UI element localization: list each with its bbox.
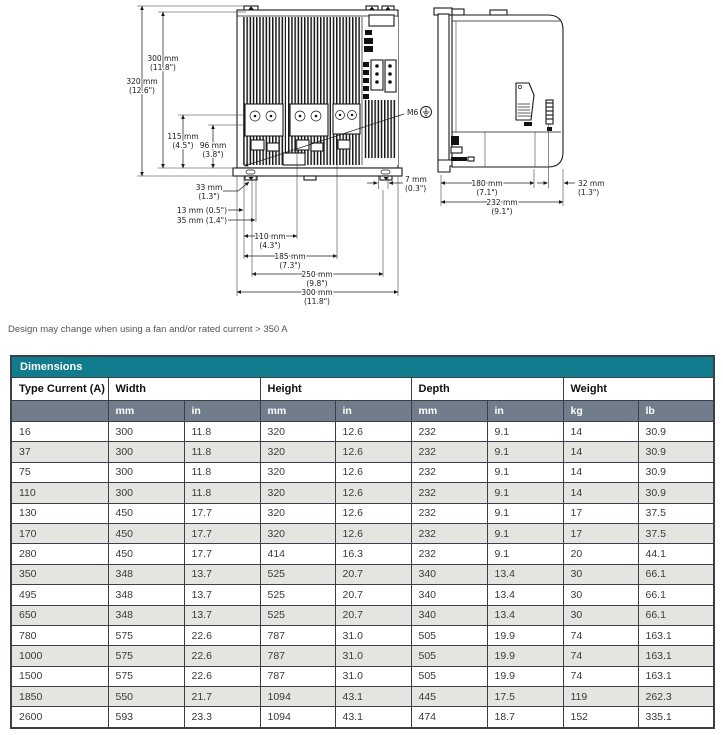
- cell-value: 31.0: [335, 625, 411, 645]
- dim-32-in: (1.3"): [578, 188, 600, 197]
- col-header-height: Height: [260, 378, 411, 401]
- cell-value: 12.6: [335, 503, 411, 523]
- table-row: [11, 462, 714, 482]
- cell-value: 505: [411, 646, 487, 666]
- cell-value: 335.1: [638, 707, 714, 728]
- cell-value: 30.9: [638, 483, 714, 503]
- cell-value: 13.4: [487, 585, 563, 605]
- dim-300-left-mm: 300 mm: [147, 54, 179, 63]
- cell-value: 66.1: [638, 585, 714, 605]
- cell-value: 474: [411, 707, 487, 728]
- cell-value: 22.6: [184, 666, 260, 686]
- table-row: [11, 666, 714, 686]
- terminal-block-2: [290, 104, 328, 151]
- cell-value: 232: [411, 483, 487, 503]
- cell-value: 18.7: [487, 707, 563, 728]
- unit-weight-kg: kg: [563, 401, 638, 422]
- cell-type-current: 130: [11, 503, 108, 523]
- unit-width-in: in: [184, 401, 260, 422]
- cell-type-current: 75: [11, 462, 108, 482]
- table-row: [11, 503, 714, 523]
- dim-300-bottom-mm: 300 mm: [301, 288, 333, 297]
- cell-value: 20: [563, 544, 638, 564]
- table-row: [11, 442, 714, 462]
- cell-value: 74: [563, 646, 638, 666]
- cell-value: 525: [260, 564, 335, 584]
- dimensions-table: [10, 355, 715, 729]
- cell-value: 450: [108, 544, 184, 564]
- dim-180-in: (7.1"): [476, 188, 498, 197]
- dim-33-in: (1.3"): [198, 192, 220, 201]
- cell-value: 30.9: [638, 442, 714, 462]
- cell-value: 17: [563, 503, 638, 523]
- col-header-type-current: Type Current (A): [11, 378, 108, 401]
- cell-value: 13.7: [184, 564, 260, 584]
- cell-value: 787: [260, 666, 335, 686]
- cell-value: 74: [563, 625, 638, 645]
- cell-value: 320: [260, 422, 335, 442]
- side-view: [434, 8, 563, 172]
- table-row: [11, 707, 714, 728]
- cell-type-current: 350: [11, 564, 108, 584]
- cell-value: 9.1: [487, 503, 563, 523]
- cell-value: 11.8: [184, 422, 260, 442]
- cell-value: 13.4: [487, 564, 563, 584]
- cell-value: 119: [563, 687, 638, 707]
- cell-type-current: 37: [11, 442, 108, 462]
- dim-232-mm: 232 mm: [486, 198, 518, 207]
- cell-value: 232: [411, 523, 487, 543]
- cell-value: 300: [108, 422, 184, 442]
- cell-type-current: 1500: [11, 666, 108, 686]
- cell-value: 787: [260, 625, 335, 645]
- cell-type-current: 495: [11, 585, 108, 605]
- cell-value: 575: [108, 646, 184, 666]
- cell-value: 20.7: [335, 585, 411, 605]
- cell-value: 262.3: [638, 687, 714, 707]
- internal-bracket: [516, 83, 534, 126]
- cell-value: 12.6: [335, 523, 411, 543]
- cell-value: 30: [563, 605, 638, 625]
- col-header-width: Width: [108, 378, 260, 401]
- dim-250-in: (9.8"): [306, 279, 328, 288]
- cell-value: 787: [260, 646, 335, 666]
- cell-value: 232: [411, 503, 487, 523]
- cell-value: 445: [411, 687, 487, 707]
- cell-value: 74: [563, 666, 638, 686]
- cell-value: 22.6: [184, 646, 260, 666]
- cell-type-current: 780: [11, 625, 108, 645]
- unit-height-mm: mm: [260, 401, 335, 422]
- cell-value: 300: [108, 483, 184, 503]
- front-view: [233, 6, 402, 180]
- cell-value: 12.6: [335, 483, 411, 503]
- col-header-depth: Depth: [411, 378, 563, 401]
- table-row: [11, 564, 714, 584]
- cell-value: 17.5: [487, 687, 563, 707]
- table-row: [11, 544, 714, 564]
- dim-115-in: (4.5"): [172, 141, 194, 150]
- dim-35-label: 35 mm (1.4"): [176, 216, 227, 225]
- table-row: [11, 687, 714, 707]
- cell-value: 593: [108, 707, 184, 728]
- dim-7-in: (0.3"): [405, 184, 427, 193]
- cell-value: 163.1: [638, 666, 714, 686]
- cell-value: 348: [108, 564, 184, 584]
- cell-type-current: 2600: [11, 707, 108, 728]
- front-right-components: [363, 15, 398, 165]
- cell-value: 30.9: [638, 462, 714, 482]
- cell-value: 340: [411, 605, 487, 625]
- unit-weight-lb: lb: [638, 401, 714, 422]
- cell-value: 43.1: [335, 707, 411, 728]
- cell-type-current: 1000: [11, 646, 108, 666]
- dim-110-in: (4.3"): [259, 241, 281, 250]
- dimensions-table-body: [11, 422, 714, 728]
- cell-value: 17.7: [184, 523, 260, 543]
- cell-value: 20.7: [335, 605, 411, 625]
- cell-value: 14: [563, 462, 638, 482]
- cell-value: 505: [411, 666, 487, 686]
- cell-value: 30: [563, 585, 638, 605]
- cell-value: 12.6: [335, 462, 411, 482]
- dim-13-label: 13 mm (0.5"): [176, 206, 227, 215]
- cell-value: 44.1: [638, 544, 714, 564]
- cell-value: 525: [260, 585, 335, 605]
- cell-type-current: 170: [11, 523, 108, 543]
- dim-110-mm: 110 mm: [254, 232, 286, 241]
- cell-value: 30: [563, 564, 638, 584]
- units-empty-cell: [11, 401, 108, 422]
- cell-value: 37.5: [638, 523, 714, 543]
- cell-value: 320: [260, 503, 335, 523]
- unit-depth-in: in: [487, 401, 563, 422]
- cell-type-current: 650: [11, 605, 108, 625]
- cell-value: 1094: [260, 687, 335, 707]
- cell-value: 11.8: [184, 462, 260, 482]
- cell-value: 320: [260, 462, 335, 482]
- dim-185-mm: 185 mm: [274, 252, 306, 261]
- dim-300-bottom-in: (11.8"): [303, 297, 331, 306]
- mounting-plate: [438, 14, 449, 162]
- cell-value: 232: [411, 544, 487, 564]
- table-row: [11, 422, 714, 442]
- bottom-mount-strip: [233, 168, 402, 176]
- dim-185-in: (7.3"): [279, 261, 301, 270]
- table-row: [11, 585, 714, 605]
- dim-300-left-in: (11.8"): [149, 63, 177, 72]
- cell-value: 300: [108, 462, 184, 482]
- cell-value: 152: [563, 707, 638, 728]
- cell-type-current: 1850: [11, 687, 108, 707]
- side-body-outline: [452, 15, 563, 167]
- cell-value: 66.1: [638, 564, 714, 584]
- terminal-block-1: [245, 104, 283, 151]
- cell-value: 320: [260, 523, 335, 543]
- cell-value: 575: [108, 625, 184, 645]
- dim-320-mm: 320 mm: [126, 77, 158, 86]
- cell-value: 320: [260, 483, 335, 503]
- cell-value: 14: [563, 442, 638, 462]
- cell-value: 9.1: [487, 544, 563, 564]
- cell-value: 12.6: [335, 422, 411, 442]
- cell-value: 31.0: [335, 646, 411, 666]
- cell-value: 320: [260, 442, 335, 462]
- cell-value: 340: [411, 564, 487, 584]
- cell-value: 300: [108, 442, 184, 462]
- dim-96-in: (3.8"): [202, 150, 224, 159]
- cell-value: 450: [108, 503, 184, 523]
- cell-type-current: 280: [11, 544, 108, 564]
- cell-value: 16.3: [335, 544, 411, 564]
- cell-value: 19.9: [487, 646, 563, 666]
- table-row: [11, 646, 714, 666]
- cell-value: 1094: [260, 707, 335, 728]
- cell-value: 505: [411, 625, 487, 645]
- cell-value: 20.7: [335, 564, 411, 584]
- dim-232-in: (9.1"): [491, 207, 513, 216]
- cell-type-current: 110: [11, 483, 108, 503]
- dim-7-mm: 7 mm: [405, 175, 427, 184]
- dim-32-mm: 32 mm: [578, 179, 605, 188]
- cell-value: 14: [563, 483, 638, 503]
- cell-value: 17: [563, 523, 638, 543]
- dimension-drawing: [0, 0, 723, 320]
- cell-value: 23.3: [184, 707, 260, 728]
- cell-value: 13.7: [184, 585, 260, 605]
- bottom-center-connector: [283, 153, 305, 165]
- cell-value: 348: [108, 585, 184, 605]
- cell-value: 348: [108, 605, 184, 625]
- dim-320-in: (12.6"): [128, 86, 156, 95]
- cell-value: 232: [411, 442, 487, 462]
- table-row: [11, 625, 714, 645]
- cell-value: 13.4: [487, 605, 563, 625]
- design-note: Design may change when using a fan and/or rated current > 350 A: [8, 324, 288, 335]
- cell-value: 11.8: [184, 442, 260, 462]
- cell-value: 9.1: [487, 462, 563, 482]
- cell-value: 9.1: [487, 442, 563, 462]
- cell-type-current: 16: [11, 422, 108, 442]
- cell-value: 550: [108, 687, 184, 707]
- table-row: [11, 523, 714, 543]
- cell-value: 43.1: [335, 687, 411, 707]
- cell-value: 9.1: [487, 483, 563, 503]
- cell-value: 14: [563, 422, 638, 442]
- cell-value: 17.7: [184, 503, 260, 523]
- dim-180-mm: 180 mm: [471, 179, 503, 188]
- cell-value: 12.6: [335, 442, 411, 462]
- cell-value: 232: [411, 422, 487, 442]
- unit-width-mm: mm: [108, 401, 184, 422]
- cell-value: 11.8: [184, 483, 260, 503]
- dim-33-mm: 33 mm: [195, 183, 223, 192]
- dim-250-mm: 250 mm: [301, 270, 333, 279]
- ground-m6-label: M6: [407, 108, 419, 117]
- cell-value: 22.6: [184, 625, 260, 645]
- cell-value: 19.9: [487, 666, 563, 686]
- cell-value: 19.9: [487, 625, 563, 645]
- cell-value: 66.1: [638, 605, 714, 625]
- cell-value: 37.5: [638, 503, 714, 523]
- ground-symbol-icon: [421, 107, 432, 118]
- dim-115-mm: 115 mm: [167, 132, 199, 141]
- cell-value: 340: [411, 585, 487, 605]
- cell-value: 232: [411, 462, 487, 482]
- unit-height-in: in: [335, 401, 411, 422]
- cell-value: 9.1: [487, 422, 563, 442]
- cell-value: 17.7: [184, 544, 260, 564]
- cell-value: 31.0: [335, 666, 411, 686]
- cell-value: 575: [108, 666, 184, 686]
- table-row: [11, 605, 714, 625]
- table-row: [11, 483, 714, 503]
- table-title: Dimensions: [11, 356, 714, 378]
- cell-value: 13.7: [184, 605, 260, 625]
- cell-value: 163.1: [638, 625, 714, 645]
- cell-value: 9.1: [487, 523, 563, 543]
- dim-96-mm: 96 mm: [199, 141, 227, 150]
- cell-value: 525: [260, 605, 335, 625]
- cell-value: 414: [260, 544, 335, 564]
- unit-depth-mm: mm: [411, 401, 487, 422]
- col-header-weight: Weight: [563, 378, 714, 401]
- cell-value: 163.1: [638, 646, 714, 666]
- cell-value: 30.9: [638, 422, 714, 442]
- cell-value: 450: [108, 523, 184, 543]
- cell-value: 21.7: [184, 687, 260, 707]
